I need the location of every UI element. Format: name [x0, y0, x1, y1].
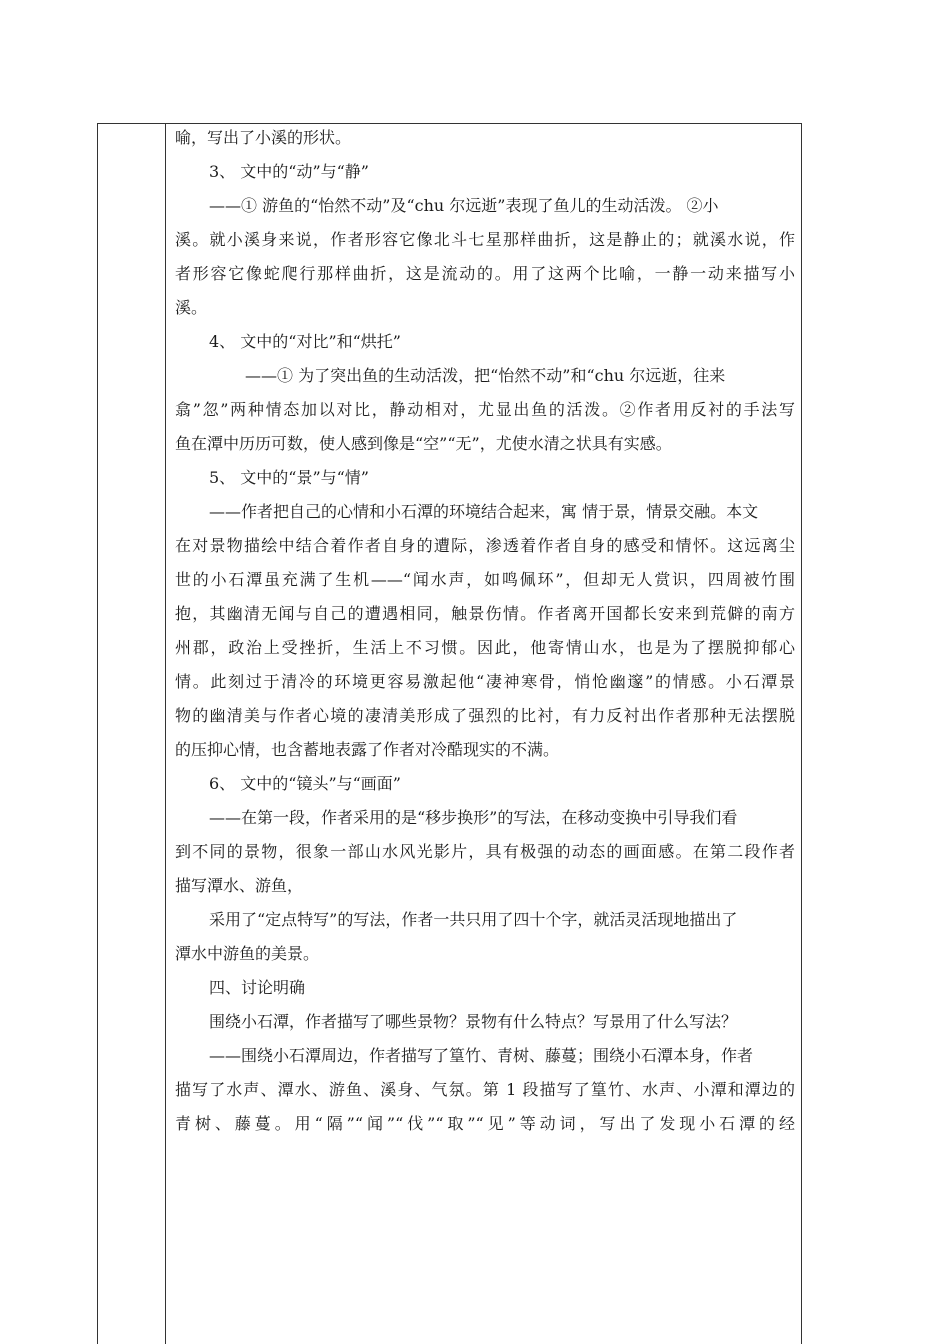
text-line-10: 鱼在潭中历历可数，使人感到像是“空”“无”，尤使水清之状具有实感。 — [175, 434, 672, 453]
text-line-22: 到不同的景物，很象一部山水风光影片，具有极强的动态的画面感。在第二段作者 — [175, 842, 795, 861]
text-line-24: 采用了“定点特写”的写法，作者一共只用了四十个字，就活灵活现地描出了 — [209, 910, 738, 929]
text-line-18: 物的幽清美与作者心境的凄清美形成了强烈的比衬，有力反衬出作者那种无法摆脱 — [175, 706, 795, 725]
text-line-8: ——① 为了突出鱼的生动活泼，把“怡然不动”和“chu 尔远逝，往来 — [245, 366, 726, 385]
heading-taolun-mingque: 四、讨论明确 — [209, 978, 306, 997]
heading-dong-jing: 3、 文中的“动”与“静” — [209, 162, 369, 181]
discussion-question: 围绕小石潭，作者描写了哪些景物？景物有什么特点？写景用了什么写法？ — [209, 1012, 738, 1031]
text-line-1: 喻，写出了小溪的形状。 — [175, 128, 352, 147]
text-line-29: 描写了水声、潭水、游鱼、溪身、气氛。第 1 段描写了篁竹、水声、小潭和潭边的 — [175, 1080, 795, 1099]
text-line-3: ——① 游鱼的“怡然不动”及“chu 尔远逝”表现了鱼儿的生动活泼。 ②小 — [209, 196, 719, 215]
text-line-13: 在对景物描绘中结合着作者自身的遭际，渗透着作者自身的感受和情怀。这远离尘 — [175, 536, 795, 555]
heading-duibi-hongtuo: 4、 文中的“对比”和“烘托” — [209, 332, 401, 351]
text-line-17: 情。此刻过于清冷的环境更容易激起他“凄神寒骨，悄怆幽邃”的情感。小石潭景 — [175, 672, 795, 691]
text-line-19: 的压抑心情，也含蓄地表露了作者对冷酷现实的不满。 — [175, 740, 560, 759]
heading-jingtou-huamian: 6、 文中的“镜头”与“画面” — [209, 774, 401, 793]
text-line-9: 翕”忽”两种情态加以对比，静动相对，尤显出鱼的活泼。②作者用反衬的手法写 — [175, 400, 795, 419]
text-line-15: 抱，其幽清无闻与自己的遭遇相同，触景伤情。作者离开国都长安来到荒僻的南方 — [175, 604, 795, 623]
text-line-28: ——围绕小石潭周边，作者描写了篁竹、青树、藤蔓；围绕小石潭本身，作者 — [209, 1046, 754, 1065]
text-line-12: ——作者把自己的心情和小石潭的环境结合起来，寓 情于景，情景交融。本文 — [209, 502, 759, 521]
text-line-6: 溪。 — [175, 298, 208, 317]
text-line-5: 者形容它像蛇爬行那样曲折，这是流动的。用了这两个比喻，一静一动来描写小 — [175, 264, 795, 283]
heading-jing-qing: 5、 文中的“景”与“情” — [209, 468, 369, 487]
text-line-21: ——在第一段，作者采用的是“移步换形”的写法，在移动变换中引导我们看 — [209, 808, 738, 827]
text-line-30: 青树、藤蔓。用“隔”“闻”“伐”“取”“见”等动词，写出了发现小石潭的经 — [175, 1114, 795, 1133]
text-line-4: 溪。就小溪身来说，作者形容它像北斗七星那样曲折，这是静止的；就溪水说，作 — [175, 230, 795, 249]
text-line-14: 世的小石潭虽充满了生机——“闻水声，如鸣佩环”，但却无人赏识，四周被竹围 — [175, 570, 795, 589]
table-left-column — [98, 124, 166, 1344]
text-line-16: 州郡，政治上受挫折，生活上不习惯。因此，他寄情山水，也是为了摆脱抑郁心 — [175, 638, 795, 657]
text-line-25: 潭水中游鱼的美景。 — [175, 944, 320, 963]
text-line-23: 描写潭水、游鱼， — [175, 876, 304, 895]
